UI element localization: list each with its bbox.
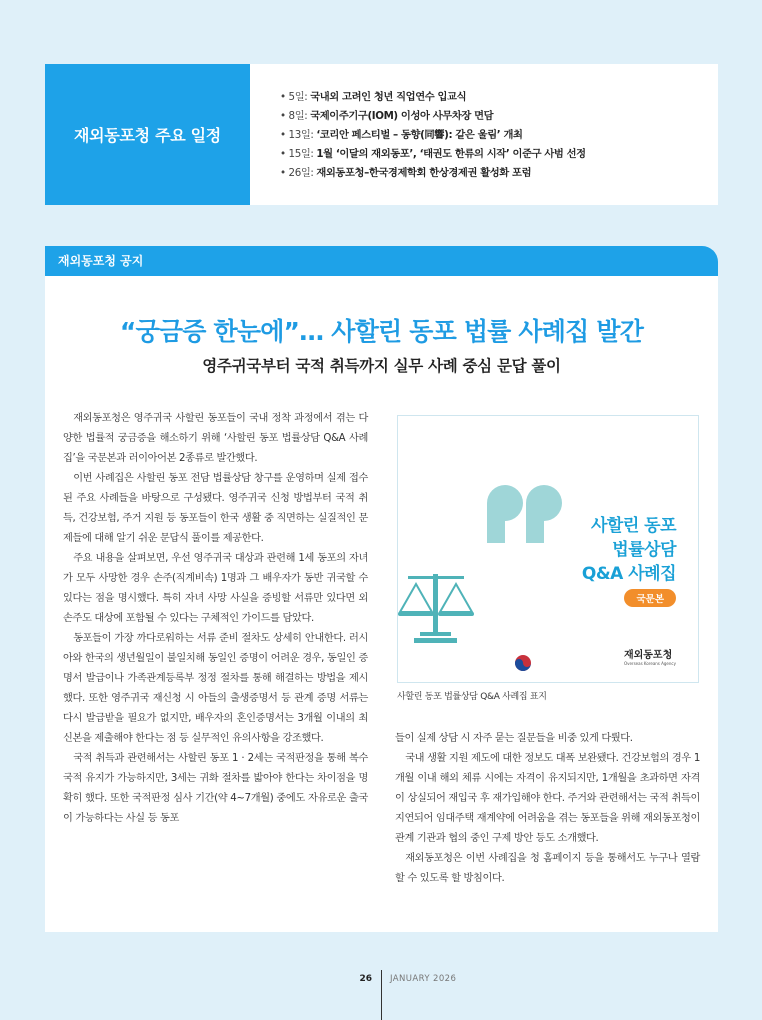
paragraph: 재외동포청은 영주귀국 사할린 동포들이 국내 정착 과정에서 겪는 다양한 법률적 궁금증을 해소하기 위해 ‘사할린 동포 법률상담 Q&A 사례집’을 국문본과 러이아어본 2종류로 발간했다. xyxy=(63,413,368,464)
image-caption: 사할린 동포 법률상담 Q&A 사례집 표지 xyxy=(397,692,547,702)
article-subhead: 영주귀국부터 국적 취득까지 실무 사례 중심 문답 풀이 xyxy=(202,356,561,375)
agency-logo xyxy=(624,650,676,666)
paragraph: 주요 내용을 살펴보면, 우선 영주귀국 대상과 관련해 1세 동포의 자녀가 모두 사망한 경우 손주(직계비속) 1명과 그 배우자가 동반 귀국할 수 있다는 점을 명시했다. 특히 자녀 사망 사실을 증빙할 서류만 있다면 외손주도 대상에 포함될 수 있다는 구체적인 가이드를 담았다. xyxy=(63,553,368,624)
logo-text: 재외동포청 xyxy=(623,650,673,661)
quote-mark-icon xyxy=(487,485,562,543)
cover-title: 사할린 동포 법률상담 Q&A 사례집 xyxy=(581,516,676,584)
scales-icon xyxy=(398,574,474,643)
schedule-item: • 13일: ‘코리안 페스티벌 – 동향(同響): 같은 울림’ 개최 xyxy=(280,129,523,141)
schedule-box xyxy=(45,64,718,205)
schedule-item: • 8일: 국제이주기구(IOM) 이성아 사무차장 면담 xyxy=(280,110,494,122)
logo-subtext: Overseas Koreans Agency xyxy=(623,661,676,666)
paragraph: 동포들이 가장 까다로워하는 서류 준비 절차도 상세히 안내한다. 러시아와 한국의 생년월일이 불일치해 동일인 증명이 어려운 경우, 동일인 증명서 발급이나 가족관계등록부 정정 절차를 통해 해결하는 방법을 제시했다. 또한 영주귀국 재신청 시 아들의 출생증명서 등 관계 증명 서류는 다시 발급받을 필요가 없지만, 배우자의 혼인증명서는 3개월 이내의 최신본을 제출해야 한다는 점 등 실무적인 유의사항을 강조했다. xyxy=(63,633,368,744)
book-cover-image xyxy=(397,415,699,683)
paragraph: 국내 생활 지원 제도에 대한 정보도 대폭 보완됐다. 건강보험의 경우 1개월 이내 해외 체류 시에는 자격이 유지되지만, 1개월을 초과하면 자격이 상실되어 재입국 후 재가입해야 한다. 주거와 관련해서는 국적 취득이 지연되어 임대주택 재계약에 어려움을 겪는 동포들을 위해 재외동포청이 관계 기관과 협의 중인 구제 방안 등도 소개했다. xyxy=(395,753,700,844)
paragraph: 재외동포청은 이번 사례집을 청 홈페이지 등을 통해서도 누구나 열람할 수 있도록 할 방침이다. xyxy=(395,853,700,884)
cover-badge: 국문본 xyxy=(624,589,676,607)
schedule-item: • 15일: 1월 ‘이달의 재외동포’, ‘태권도 한류의 시작’ 이준구 사범 선정 xyxy=(280,148,586,160)
schedule-item: • 5일: 국내외 고려인 청년 직업연수 입교식 xyxy=(280,91,467,103)
notice-section-label: 재외동포청 공지 xyxy=(45,246,718,276)
taegeuk-emblem-icon xyxy=(515,655,531,671)
issue-month: JANUARY 2026 xyxy=(390,974,457,984)
paragraph: 들이 실제 상담 시 자주 묻는 질문들을 비중 있게 다뤘다. xyxy=(395,733,633,744)
paragraph: 이번 사례집은 사할린 동포 전담 법률상담 창구를 운영하며 실제 접수된 주요 사례들을 바탕으로 구성됐다. 영주귀국 신청 방법부터 국적 취득, 건강보험, 주거 지원 등 동포들이 한국 생활 중 직면하는 실질적인 문제들에 대해 알기 쉬운 문답식 풀이를 제공한다. xyxy=(63,473,368,544)
article-headline: “궁금증 한눈에”… 사할린 동포 법률 사례집 발간 xyxy=(119,317,644,346)
article xyxy=(45,276,718,932)
paragraph: 국적 취득과 관련해서는 사할린 동포 1 · 2세는 국적판정을 통해 복수국적 유지가 가능하지만, 3세는 귀화 절차를 밟아야 한다는 차이점을 명확히 했다. 또한 국적판정 심사 기간(약 4~7개월) 중에도 자유로운 출국이 가능하다는 사실 등 동포 xyxy=(63,753,368,824)
article-column-left xyxy=(63,409,368,829)
footer-divider xyxy=(381,970,382,1020)
schedule-list xyxy=(250,64,586,205)
article-column-right xyxy=(395,729,700,889)
schedule-item: • 26일: 재외동포청–한국경제학회 한상경제권 활성화 포럼 xyxy=(280,167,532,179)
page-number: 26 xyxy=(359,974,372,984)
schedule-title: 재외동포청 주요 일정 xyxy=(45,64,250,205)
